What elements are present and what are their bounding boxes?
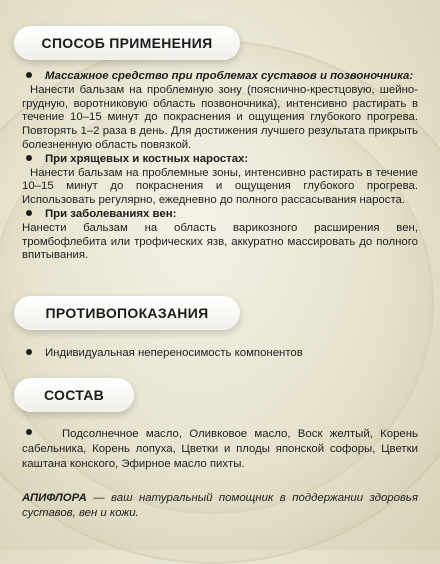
section-header-composition: [14, 378, 134, 412]
section-header-contraindications: [14, 296, 240, 330]
bullet-icon: [26, 210, 32, 216]
usage-item-1-heading-row: [22, 70, 418, 84]
usage-item-3-text: Нанести бальзам на область варикозного расширения вен, тромбофлебита или трофических язв, аккуратно массировать до полного впитывания.: [22, 221, 418, 262]
brand-slogan: [22, 491, 418, 521]
contraindications-content: [22, 347, 418, 361]
contraindications-item: Индивидуальная непереносимость компонентов: [45, 347, 303, 359]
bullet-icon: [26, 349, 32, 355]
contraindications-item-row: [22, 347, 418, 361]
composition-row: [22, 427, 418, 472]
usage-item-3-heading: При заболеваниях вен:: [45, 207, 177, 220]
composition-content: [22, 427, 418, 472]
contraindications-title: ПРОТИВОПОКАЗАНИЯ: [45, 305, 209, 321]
usage-item-2-text: Нанести бальзам на проблемные зоны, интенсивно растирать в течение 10–15 минут до покраснения и ощущения глубокого прогрева. Использовать регулярно, ежедневно до полного рассасывания нароста.: [22, 166, 418, 207]
bullet-icon: [26, 429, 32, 435]
usage-item-1-heading: Массажное средство при проблемах суставов и позвоночника:: [45, 70, 414, 82]
slogan-text: — ваш натуральный помощник в поддержании здоровья суставов, вен и кожи.: [22, 492, 418, 519]
bullet-icon: [26, 155, 32, 161]
usage-item-2-heading: При хрящевых и костных наростах:: [45, 152, 249, 165]
composition-title: СОСТАВ: [43, 387, 105, 403]
section-header-usage: [14, 26, 240, 60]
usage-item-1-text: Нанести бальзам на проблемную зону (пояснично-крестцовую, шейно-грудную, воротниковую область позвоночника), интенсивно растирать в течение 10–15 минут до покраснения и ощущения глубокого прогрева. Повторять 1–2 раза в день. Для достижения лучшего результата прикрыть болезненную область повязкой.: [22, 83, 418, 151]
usage-item-3-heading-row: [22, 208, 418, 222]
brand-name: АПИФЛОРА: [22, 492, 87, 504]
usage-content: [22, 70, 418, 263]
usage-item-2-heading-row: [22, 153, 418, 167]
usage-title: СПОСОБ ПРИМЕНЕНИЯ: [41, 35, 213, 51]
bullet-icon: [26, 72, 32, 78]
composition-text: Подсолнечное масло, Оливковое масло, Воск желтый, Корень сабельника, Корень лопуха, Цветки и плоды японской софоры, Цветки каштана конского, Эфирное масло пихты.: [22, 428, 418, 470]
